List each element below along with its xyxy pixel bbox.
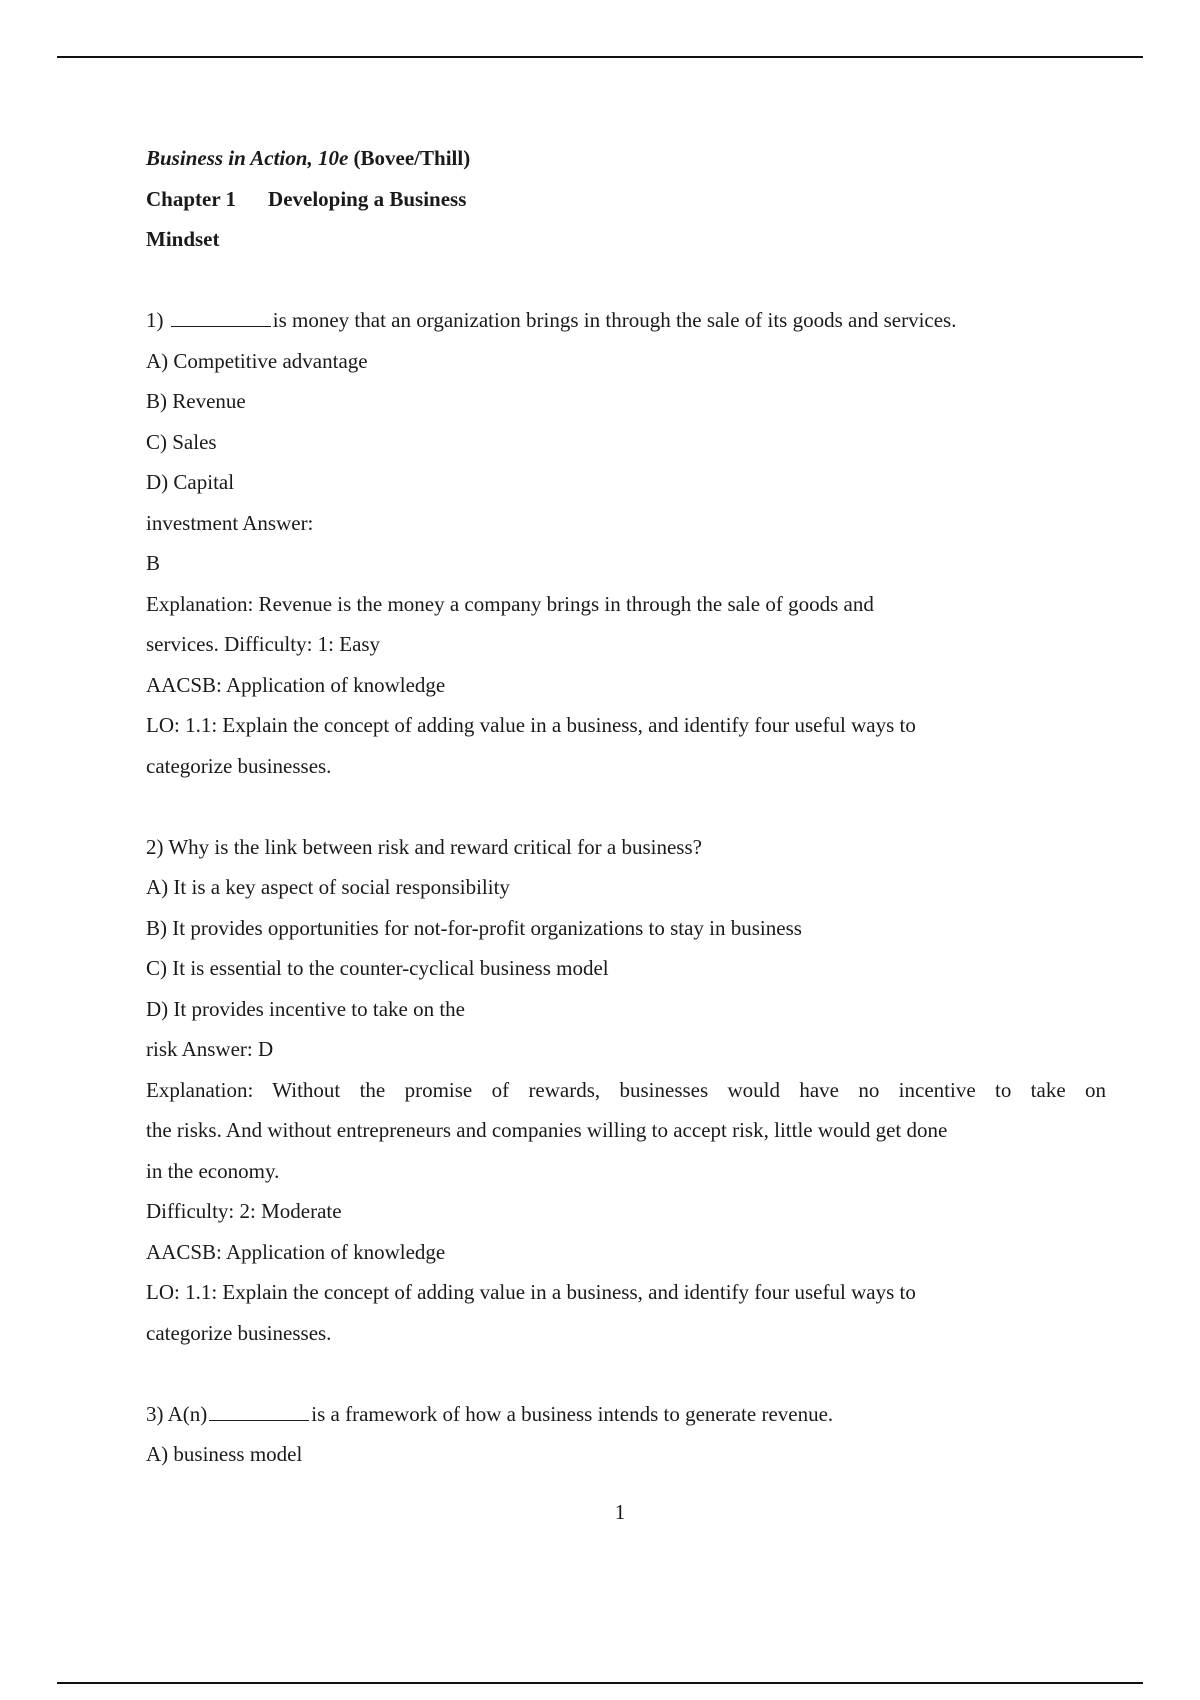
answer-blank: [171, 325, 271, 327]
question-1-lo: LO: 1.1: Explain the concept of adding value in a business, and identify four useful ways to: [146, 713, 916, 737]
question-2-option-b: B) It provides opportunities for not-for-profit organizations to stay in business: [146, 915, 802, 940]
chapter-title-cont: Mindset: [146, 227, 220, 251]
question-1-explanation: Explanation: Revenue is the money a company brings in through the sale of goods and: [146, 591, 874, 616]
chapter-label: Chapter 1: [146, 186, 237, 211]
question-1-option-a: A) Competitive advantage: [146, 348, 368, 373]
question-2-lo-cont: categorize businesses.: [146, 1320, 332, 1345]
book-authors: (Bovee/Thill): [353, 146, 471, 170]
book-header: [146, 138, 1106, 179]
page-number: 1: [614, 1500, 626, 1524]
question-3-stem: 3) A(n) is a framework of how a business intends to generate revenue.: [146, 1401, 834, 1426]
question-1-aacsb: AACSB: Application of knowledge: [146, 672, 446, 697]
top-rule: [57, 56, 1143, 58]
question-1-option-d: D) Capital: [146, 470, 235, 494]
question-3-option-a: A) business model: [146, 1442, 303, 1466]
question-2-option-d: D) It provides incentive to take on the: [146, 996, 465, 1021]
question-1-option-c: C) Sales: [146, 429, 217, 454]
document-body: [146, 138, 1106, 1475]
question-2-lo: LO: 1.1: Explain the concept of adding value in a business, and identify four useful ways to: [146, 1280, 916, 1304]
question-1-answer-value: B: [146, 551, 161, 575]
question-1-lo-cont: categorize businesses.: [146, 753, 332, 778]
bottom-rule: [57, 1682, 1143, 1684]
question-2-option-c: C) It is essential to the counter-cyclical business model: [146, 956, 609, 980]
question-2-explanation-end: in the economy.: [146, 1158, 280, 1183]
question-1-answer-label: investment Answer:: [146, 510, 314, 535]
question-2-difficulty: Difficulty: 2: Moderate: [146, 1199, 342, 1223]
question-2-answer: risk Answer: D: [146, 1037, 274, 1061]
chapter-heading: [146, 179, 1106, 220]
question-2-aacsb: AACSB: Application of knowledge: [146, 1239, 446, 1264]
answer-blank: [209, 1419, 309, 1421]
question-1-option-b: B) Revenue: [146, 389, 246, 413]
question-2-explanation: Explanation: Without the promise of rewards, businesses would have no incentive to take on: [146, 1077, 1106, 1102]
question-2-explanation-cont: the risks. And without entrepreneurs and companies willing to accept risk, little would get done: [146, 1118, 948, 1142]
question-2-stem: 2) Why is the link between risk and reward critical for a business?: [146, 834, 702, 859]
question-1-stem: 1) is money that an organization brings in through the sale of its goods and services.: [146, 308, 957, 332]
book-title: Business in Action, 10e: [146, 146, 349, 170]
question-2-option-a: A) It is a key aspect of social responsibility: [146, 875, 510, 899]
question-1-explanation-cont: services. Difficulty: 1: Easy: [146, 632, 381, 656]
chapter-title: Developing a Business: [268, 186, 467, 211]
